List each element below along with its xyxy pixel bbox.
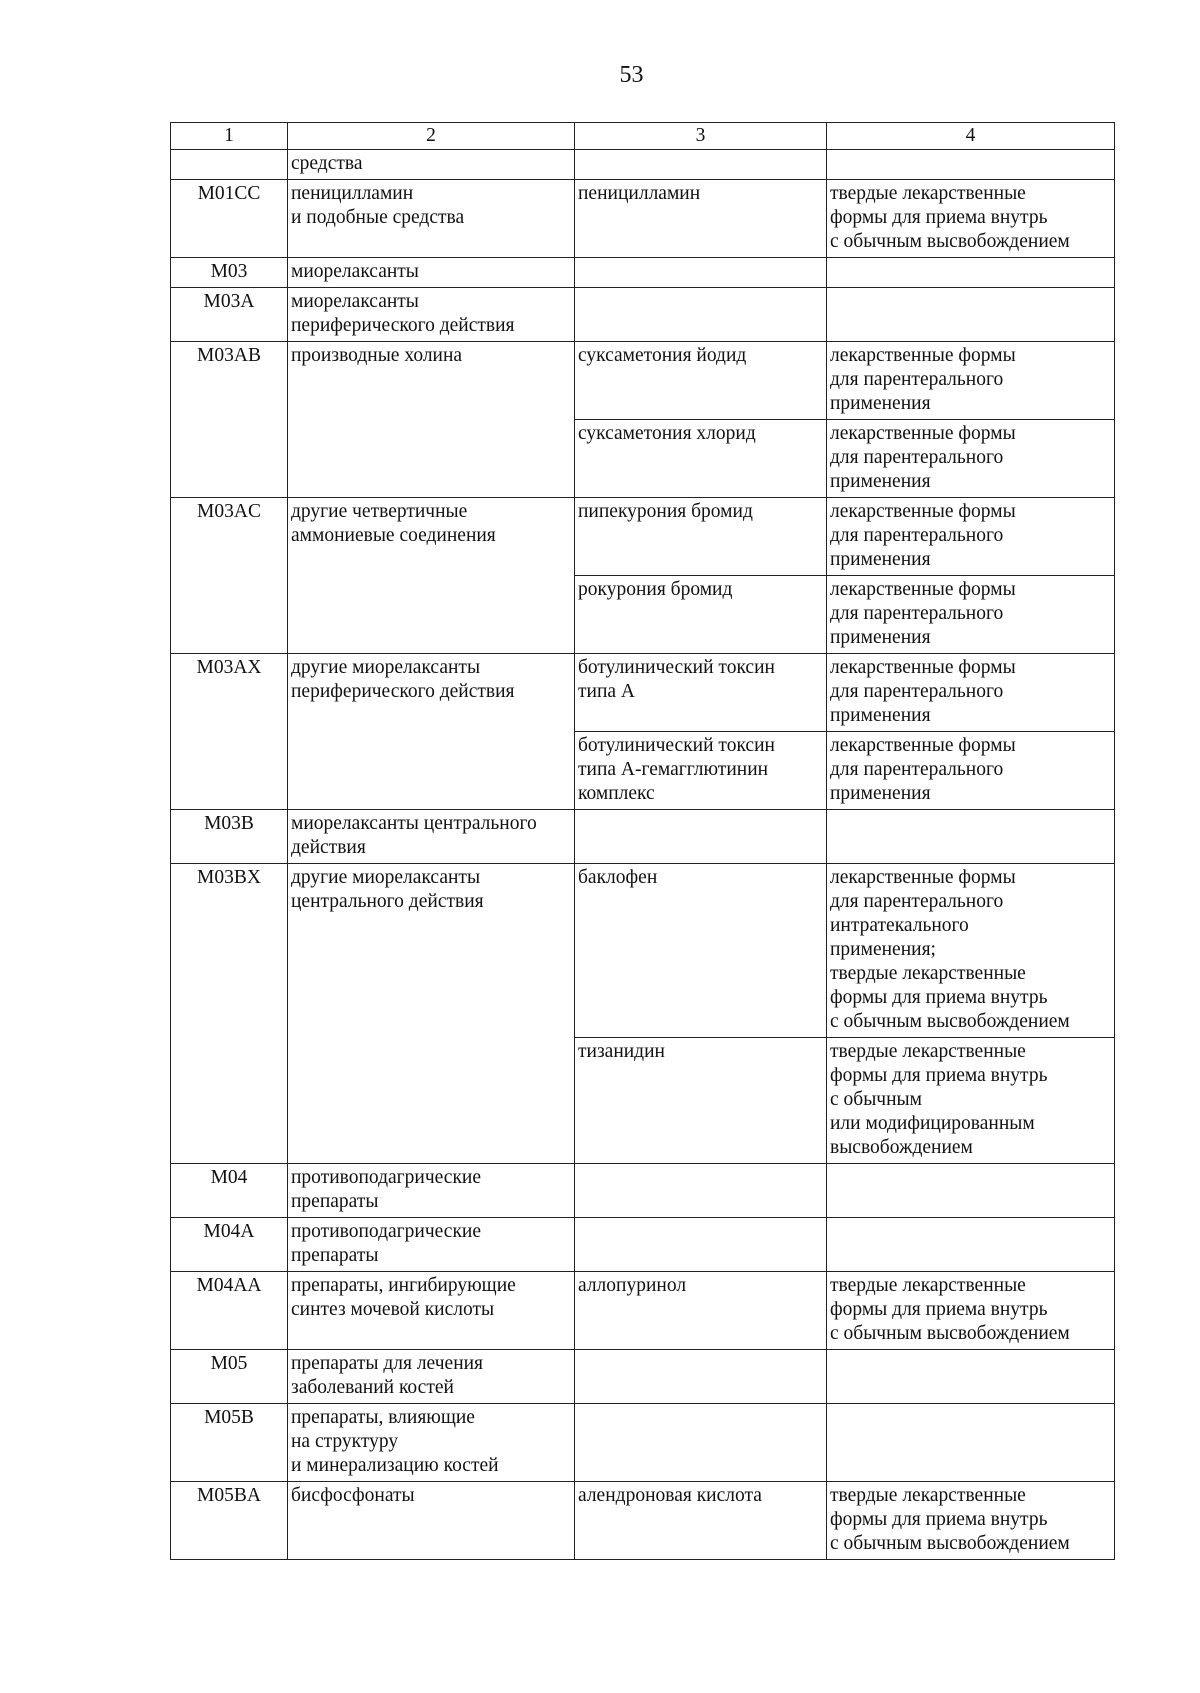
atc-code-cell: M03: [171, 258, 288, 288]
dosage-form-cell: лекарственные формы для парентерального применения: [827, 732, 1115, 810]
anatomical-therapeutic-group-cell: препараты, ингибирующие синтез мочевой кислоты: [288, 1272, 575, 1350]
table-row: [171, 498, 1115, 576]
table-row: [171, 180, 1115, 258]
dosage-form-cell: [827, 288, 1115, 342]
column-header-1: 1: [171, 123, 288, 150]
atc-code-cell: M04AA: [171, 1272, 288, 1350]
anatomical-therapeutic-group-cell: миорелаксанты центрального действия: [288, 810, 575, 864]
atc-code-cell: M04: [171, 1164, 288, 1218]
header-row: [171, 123, 1115, 150]
atc-code-cell: M05B: [171, 1404, 288, 1482]
atc-code-cell: M01CC: [171, 180, 288, 258]
drug-name-cell: [575, 1218, 827, 1272]
dosage-form-cell: [827, 258, 1115, 288]
dosage-form-cell: лекарственные формы для парентерального применения: [827, 498, 1115, 576]
column-header-2: 2: [288, 123, 575, 150]
dosage-form-cell: лекарственные формы для парентерального применения: [827, 654, 1115, 732]
dosage-form-cell: твердые лекарственные формы для приема внутрь с обычным высвобождением: [827, 1272, 1115, 1350]
column-header-3: 3: [575, 123, 827, 150]
drug-name-cell: [575, 1350, 827, 1404]
drug-name-cell: баклофен: [575, 864, 827, 1038]
table-row: [171, 1272, 1115, 1350]
atc-code-cell: M03AX: [171, 654, 288, 810]
table-row: [171, 342, 1115, 420]
table-body: [171, 150, 1115, 1560]
anatomical-therapeutic-group-cell: миорелаксанты периферического действия: [288, 288, 575, 342]
anatomical-therapeutic-group-cell: препараты для лечения заболеваний костей: [288, 1350, 575, 1404]
table-row: [171, 654, 1115, 732]
drug-name-cell: пеницилламин: [575, 180, 827, 258]
drug-name-cell: тизанидин: [575, 1038, 827, 1164]
dosage-form-cell: [827, 1404, 1115, 1482]
table-row: [171, 1164, 1115, 1218]
atc-code-cell: M03BX: [171, 864, 288, 1164]
table-row: [171, 1218, 1115, 1272]
dosage-form-cell: лекарственные формы для парентерального применения: [827, 420, 1115, 498]
drug-name-cell: ботулинический токсин типа А: [575, 654, 827, 732]
drug-name-cell: [575, 288, 827, 342]
table-header: [171, 123, 1115, 150]
drug-name-cell: аллопуринол: [575, 1272, 827, 1350]
dosage-form-cell: твердые лекарственные формы для приема внутрь с обычным высвобождением: [827, 180, 1115, 258]
anatomical-therapeutic-group-cell: другие четвертичные аммониевые соединения: [288, 498, 575, 654]
drug-name-cell: [575, 1164, 827, 1218]
table-row: [171, 150, 1115, 180]
anatomical-therapeutic-group-cell: противоподагрические препараты: [288, 1218, 575, 1272]
atc-code-cell: M05BA: [171, 1482, 288, 1560]
atc-code-cell: M04A: [171, 1218, 288, 1272]
atc-code-cell: M03A: [171, 288, 288, 342]
anatomical-therapeutic-group-cell: пеницилламин и подобные средства: [288, 180, 575, 258]
dosage-form-cell: лекарственные формы для парентерального применения: [827, 342, 1115, 420]
drug-classification-table: [170, 122, 1115, 1560]
drug-name-cell: алендроновая кислота: [575, 1482, 827, 1560]
atc-code-cell: M05: [171, 1350, 288, 1404]
dosage-form-cell: лекарственные формы для парентерального интратекального применения; твердые лекарственные формы для приема внутрь с обычным высвобождением: [827, 864, 1115, 1038]
table-row: [171, 1404, 1115, 1482]
atc-code-cell: M03AC: [171, 498, 288, 654]
anatomical-therapeutic-group-cell: противоподагрические препараты: [288, 1164, 575, 1218]
dosage-form-cell: [827, 1164, 1115, 1218]
atc-code-cell: [171, 150, 288, 180]
drug-name-cell: [575, 150, 827, 180]
dosage-form-cell: [827, 150, 1115, 180]
drug-name-cell: пипекурония бромид: [575, 498, 827, 576]
drug-name-cell: суксаметония йодид: [575, 342, 827, 420]
anatomical-therapeutic-group-cell: средства: [288, 150, 575, 180]
anatomical-therapeutic-group-cell: препараты, влияющие на структуру и минерализацию костей: [288, 1404, 575, 1482]
drug-name-cell: [575, 810, 827, 864]
table-row: [171, 288, 1115, 342]
drug-name-cell: [575, 1404, 827, 1482]
dosage-form-cell: [827, 1218, 1115, 1272]
dosage-form-cell: твердые лекарственные формы для приема внутрь с обычным или модифицированным высвобождением: [827, 1038, 1115, 1164]
table-row: [171, 258, 1115, 288]
dosage-form-cell: твердые лекарственные формы для приема внутрь с обычным высвобождением: [827, 1482, 1115, 1560]
anatomical-therapeutic-group-cell: бисфосфонаты: [288, 1482, 575, 1560]
anatomical-therapeutic-group-cell: миорелаксанты: [288, 258, 575, 288]
page-number: 53: [619, 62, 644, 88]
atc-code-cell: M03AB: [171, 342, 288, 498]
anatomical-therapeutic-group-cell: другие миорелаксанты центрального действия: [288, 864, 575, 1164]
table-row: [171, 1482, 1115, 1560]
drug-name-cell: [575, 258, 827, 288]
table-row: [171, 810, 1115, 864]
anatomical-therapeutic-group-cell: другие миорелаксанты периферического действия: [288, 654, 575, 810]
atc-code-cell: M03B: [171, 810, 288, 864]
dosage-form-cell: лекарственные формы для парентерального применения: [827, 576, 1115, 654]
anatomical-therapeutic-group-cell: производные холина: [288, 342, 575, 498]
column-header-4: 4: [827, 123, 1115, 150]
dosage-form-cell: [827, 1350, 1115, 1404]
table-row: [171, 864, 1115, 1038]
drug-name-cell: рокурония бромид: [575, 576, 827, 654]
drug-name-cell: суксаметония хлорид: [575, 420, 827, 498]
drug-name-cell: ботулинический токсин типа А-гемагглютинин комплекс: [575, 732, 827, 810]
table-row: [171, 1350, 1115, 1404]
dosage-form-cell: [827, 810, 1115, 864]
